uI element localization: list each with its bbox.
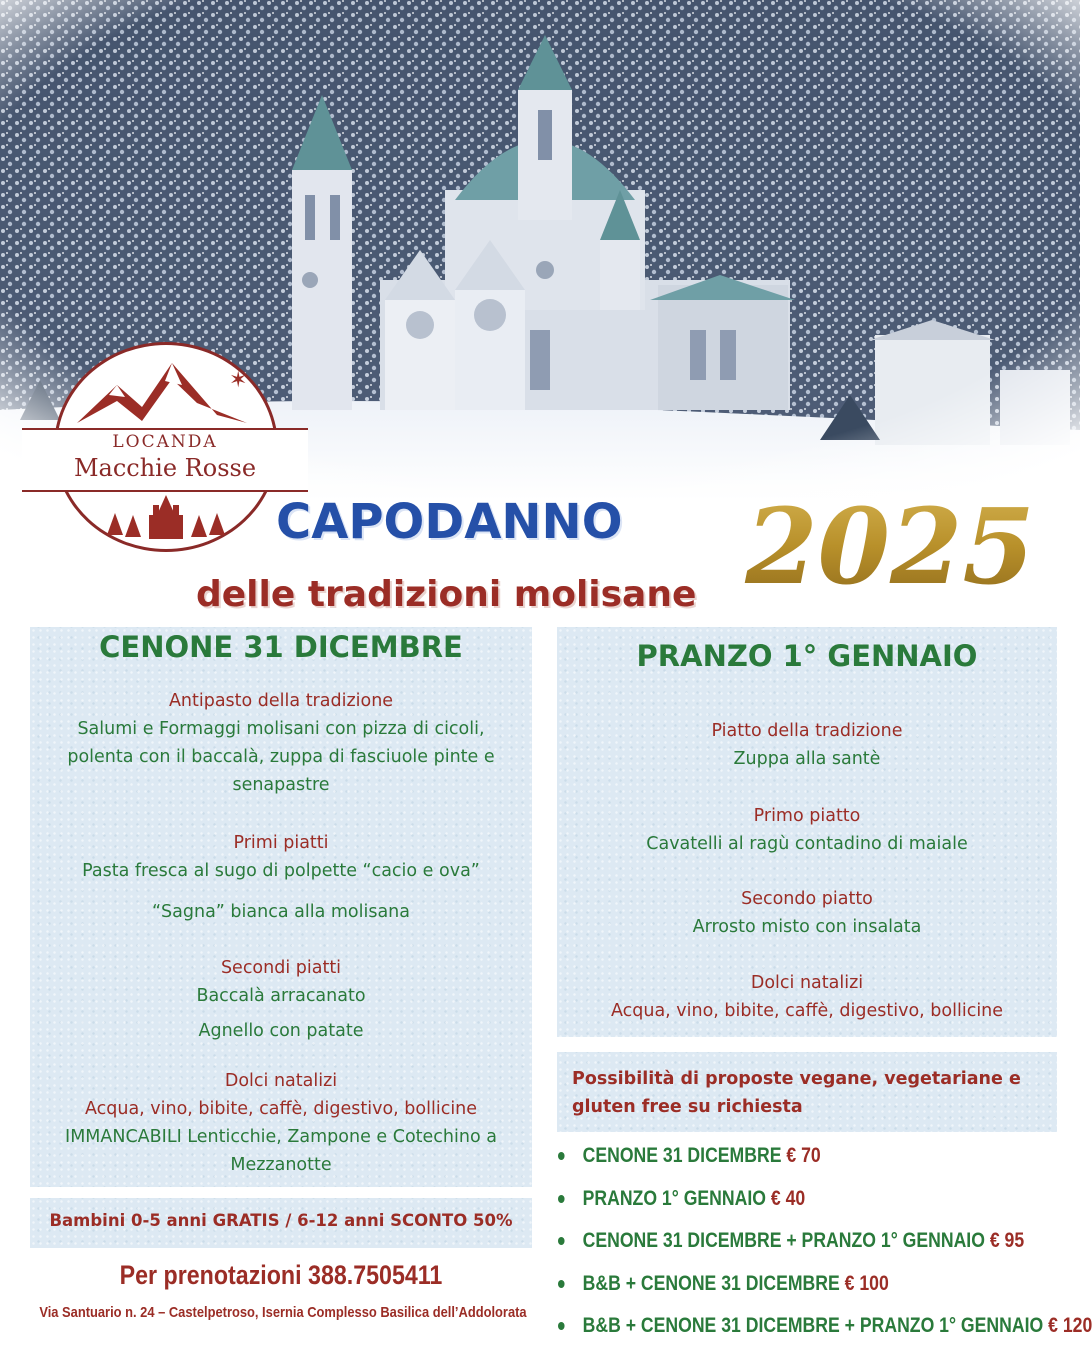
- price-value: € 70: [786, 1143, 821, 1167]
- price-value: € 100: [844, 1270, 889, 1295]
- subtitle: delle tradizioni molisane: [196, 574, 697, 615]
- cenone-antipasto-line-2: polenta con il baccalà, zuppa di fasciuole pinte e: [67, 747, 495, 767]
- dietary-note-panel: [557, 1052, 1057, 1132]
- cenone-secondi-1: Baccalà arracanato: [196, 986, 366, 1006]
- price-value: € 40: [770, 1185, 806, 1210]
- price-item: [558, 1181, 984, 1224]
- cenone-dolci-heading: Dolci natalizi: [224, 1071, 338, 1091]
- price-value: € 95: [989, 1228, 1025, 1252]
- kids-discount-text: Bambini 0-5 anni GRATIS / 6-12 anni SCONTO 50%: [49, 1211, 513, 1230]
- main-title: CAPODANNO: [276, 494, 623, 550]
- price-list: [558, 1138, 1092, 1351]
- cenone-title: CENONE 31 DICEMBRE: [99, 630, 463, 664]
- cenone-panel: [30, 627, 532, 1187]
- logo-name-text: Macchie Rosse: [73, 454, 257, 482]
- year-text: 2025: [745, 485, 1035, 608]
- cenone-antipasto-line-3: senapastre: [232, 775, 330, 795]
- bullet-icon: [558, 1280, 565, 1288]
- price-item: [558, 1266, 984, 1309]
- logo-locanda-text: LOCANDA: [112, 432, 218, 452]
- cenone-dolci-1: Acqua, vino, bibite, caffè, digestivo, bollicine: [84, 1099, 478, 1119]
- price-label: CENONE 31 DICEMBRE + PRANZO 1° GENNAIO: [582, 1228, 985, 1252]
- cenone-dolci-3: Mezzanotte: [230, 1155, 332, 1175]
- cenone-primi-heading: Primi piatti: [233, 833, 329, 853]
- price-label: PRANZO 1° GENNAIO: [582, 1185, 766, 1210]
- pranzo-secondo: Arrosto misto con insalata: [692, 917, 922, 937]
- price-label: CENONE 31 DICEMBRE: [582, 1143, 782, 1167]
- price-item: [558, 1138, 984, 1181]
- year-2025-graphic: [730, 485, 1050, 618]
- cenone-dolci-2: IMMANCABILI Lenticchie, Zampone e Cotechino a: [65, 1127, 497, 1147]
- pranzo-dolci-heading: Dolci natalizi: [750, 973, 864, 993]
- pranzo-primo: Cavatelli al ragù contadino di maiale: [646, 834, 968, 854]
- cenone-secondi-2: Agnello con patate: [198, 1021, 364, 1041]
- address: Via Santuario n. 24 – Castelpetroso, Isernia Complesso Basilica dell’Addolorata: [39, 1304, 527, 1321]
- cenone-primi-1: Pasta fresca al sugo di polpette “cacio e ova”: [82, 861, 480, 881]
- cenone-secondi-heading: Secondi piatti: [220, 958, 342, 978]
- bullet-icon: [558, 1322, 565, 1330]
- booking-phone[interactable]: Per prenotazioni 388.7505411: [119, 1260, 443, 1290]
- cenone-primi-2: “Sagna” bianca alla molisana: [151, 902, 410, 922]
- bullet-icon: [558, 1195, 565, 1203]
- svg-text:✶: ✶: [229, 368, 248, 393]
- pranzo-secondo-heading: Secondo piatto: [741, 889, 873, 909]
- price-item: [558, 1223, 1025, 1266]
- price-label: B&B + CENONE 31 DICEMBRE: [582, 1270, 840, 1295]
- bullet-icon: [558, 1152, 565, 1160]
- price-value: € 120: [1048, 1313, 1092, 1337]
- locanda-logo: [22, 332, 312, 562]
- pranzo-primo-heading: Primo piatto: [753, 806, 861, 826]
- pranzo-panel: [557, 627, 1057, 1037]
- price-item: [558, 1308, 1092, 1351]
- kids-panel: [30, 1198, 532, 1248]
- dietary-note-text: Possibilità di proposte vegane, vegetariane e gluten free su richiesta: [572, 1069, 1021, 1117]
- cenone-antipasto-heading: Antipasto della tradizione: [168, 691, 394, 711]
- cenone-antipasto-line-1: Salumi e Formaggi molisani con pizza di cicoli,: [77, 719, 485, 739]
- pranzo-piatto: Zuppa alla santè: [733, 749, 881, 769]
- pranzo-dolci: Acqua, vino, bibite, caffè, digestivo, bollicine: [610, 1001, 1004, 1021]
- pranzo-piatto-heading: Piatto della tradizione: [711, 721, 903, 741]
- pranzo-title: PRANZO 1° GENNAIO: [636, 639, 978, 673]
- price-label: B&B + CENONE 31 DICEMBRE + PRANZO 1° GENNAIO: [582, 1313, 1044, 1337]
- bullet-icon: [558, 1237, 565, 1245]
